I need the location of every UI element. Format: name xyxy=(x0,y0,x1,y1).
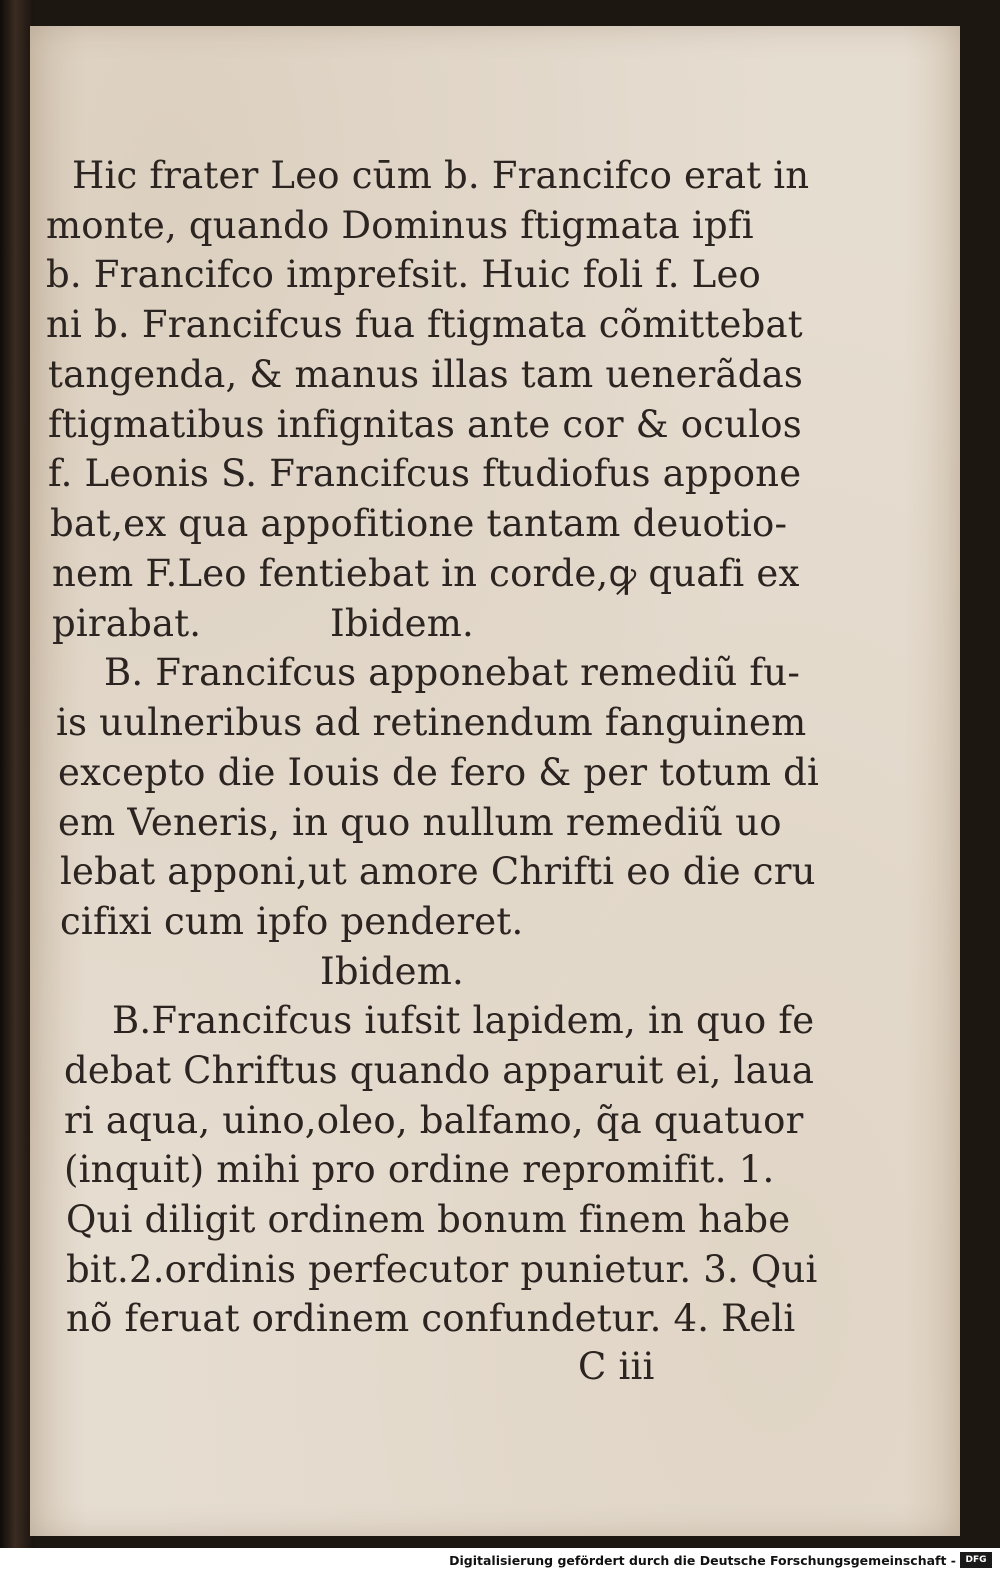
text-line: (inquit) mihi pro ordine repromifit. 1. xyxy=(64,1148,775,1191)
text-line: em Veneris, in quo nullum remediũ uo xyxy=(58,801,782,844)
text-line: B.Francifcus iufsit lapidem, in quo fe xyxy=(112,999,815,1042)
text-line: tangenda, & manus illas tam uenerãdas xyxy=(48,353,804,396)
text-line: B. Francifcus apponebat remediũ fu- xyxy=(104,651,801,694)
text-line: bat,ex qua appofitione tantam deuotio- xyxy=(50,502,788,545)
text-line: f. Leonis S. Francifcus ftudiofus appone xyxy=(48,452,802,495)
text-line: ri aqua, uino,oleo, balfamo, q̃a quatuor xyxy=(64,1099,804,1142)
text-line: bit.2.ordinis perfecutor punietur. 3. Qui xyxy=(66,1248,818,1291)
text-line: Qui diligit ordinem bonum finem habe xyxy=(66,1198,791,1241)
text-line: excepto die Iouis de fero & per totum di xyxy=(58,751,820,794)
text-line: monte, quando Dominus ftigmata ipfi xyxy=(46,204,754,247)
section-heading: Ibidem. xyxy=(320,950,464,993)
digitization-credit: Digitalisierung gefördert durch die Deutsche Forschungsgemeinschaft - xyxy=(449,1553,956,1568)
text-line: Hic frater Leo cūm b. Francifco erat in xyxy=(72,154,810,197)
text-line: is uulneribus ad retinendum fanguinem xyxy=(56,701,807,744)
text-line: lebat apponi,ut amore Chrifti eo die cru xyxy=(60,850,816,893)
text-line: debat Chriftus quando apparuit ei, laua xyxy=(64,1049,815,1092)
text-line: pirabat. xyxy=(52,602,202,645)
text-line: nõ feruat ordinem confundetur. 4. Reli xyxy=(66,1297,796,1340)
book-page xyxy=(30,26,960,1536)
signature-mark: C iii xyxy=(578,1345,655,1388)
text-line: ni b. Francifcus fua ftigmata cõmittebat xyxy=(46,303,803,346)
text-line: b. Francifco imprefsit. Huic foli f. Leo xyxy=(46,253,762,296)
book-gutter xyxy=(0,0,34,1581)
text-line: nem F.Leo fentiebat in corde,ꝙ quafi ex xyxy=(52,552,800,595)
text-line: ftigmatibus infignitas ante cor & oculos xyxy=(48,403,802,446)
section-heading: Ibidem. xyxy=(330,602,474,645)
text-line: cifixi cum ipfo penderet. xyxy=(60,900,524,943)
dfg-logo: DFG xyxy=(960,1552,992,1568)
